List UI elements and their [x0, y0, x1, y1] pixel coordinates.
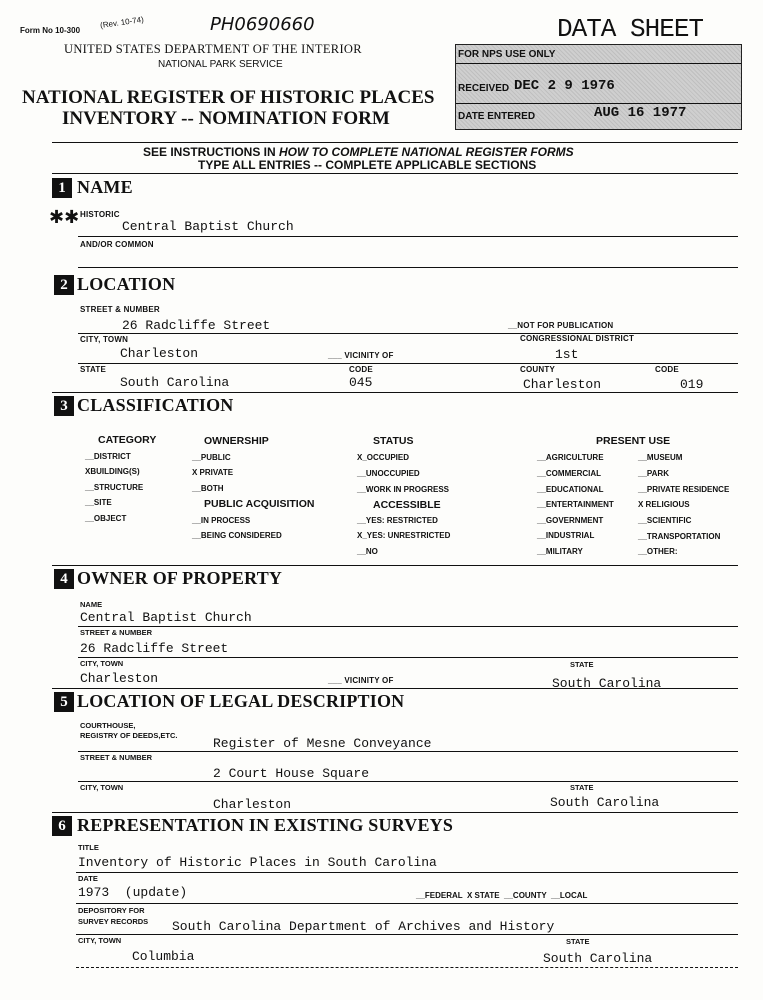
- courthouse-label: COURTHOUSE,: [80, 721, 136, 730]
- use-park: __PARK: [638, 469, 669, 478]
- legal-street-value: 2 Court House Square: [213, 766, 370, 781]
- acquisition-being-considered: __BEING CONSIDERED: [192, 531, 282, 540]
- depository-label: DEPOSITORY FOR: [78, 906, 145, 915]
- survey-date-label: DATE: [78, 874, 98, 883]
- category-object: __OBJECT: [85, 514, 127, 523]
- use-private-residence: __PRIVATE RESIDENCE: [638, 485, 730, 494]
- owner-vicinity-label: ___ VICINITY OF: [328, 676, 394, 685]
- common-name-label: AND/OR COMMON: [80, 240, 154, 249]
- handwritten-id: PH0690660: [210, 14, 315, 35]
- instructions-pre: SEE INSTRUCTIONS IN: [143, 145, 280, 159]
- section-4-number: 4: [54, 569, 74, 589]
- state-code-label: CODE: [349, 365, 373, 374]
- status-heading: STATUS: [373, 435, 414, 447]
- use-religious: X RELIGIOUS: [638, 500, 690, 509]
- survey-title-value: Inventory of Historic Places in South Carolina: [78, 855, 437, 870]
- survey-state-label: STATE: [566, 937, 590, 946]
- location-state-label: STATE: [80, 365, 107, 374]
- ownership-public: __PUBLIC: [192, 453, 231, 462]
- legal-city-label: CITY, TOWN: [80, 783, 124, 792]
- accessible-heading: ACCESSIBLE: [373, 499, 441, 511]
- status-work-in-progress: __WORK IN PROGRESS: [357, 485, 450, 494]
- historic-name-value: Central Baptist Church: [122, 219, 294, 234]
- status-unoccupied: __UNOCCUPIED: [357, 469, 420, 478]
- accessible-unrestricted: X_YES: UNRESTRICTED: [357, 531, 451, 540]
- agency-line-2: NATIONAL PARK SERVICE: [158, 59, 283, 70]
- location-state-value: South Carolina: [120, 375, 230, 390]
- not-for-publication: __NOT FOR PUBLICATION: [508, 321, 614, 330]
- owner-city-value: Charleston: [80, 671, 159, 686]
- section-3-number: 3: [54, 396, 74, 416]
- instructions-emphasis: HOW TO COMPLETE NATIONAL REGISTER FORMS: [279, 145, 574, 159]
- courthouse-value: Register of Mesne Conveyance: [213, 736, 432, 751]
- section-2-title: LOCATION: [77, 274, 176, 294]
- form-revision: (Rev. 10-74): [99, 14, 145, 31]
- owner-state-value: South Carolina: [552, 676, 662, 691]
- use-other: __OTHER:: [638, 547, 678, 556]
- legal-street-label: STREET & NUMBER: [80, 753, 153, 762]
- section-2-number: 2: [54, 275, 74, 295]
- category-structure: __STRUCTURE: [85, 483, 144, 492]
- depository-value: South Carolina Department of Archives and History: [172, 919, 555, 934]
- date-entered-label: DATE ENTERED: [458, 111, 536, 122]
- agency-line-1: UNITED STATES DEPARTMENT OF THE INTERIOR: [64, 42, 362, 56]
- state-code-value: 045: [349, 375, 373, 390]
- use-museum: __MUSEUM: [638, 453, 683, 462]
- owner-name-label: NAME: [80, 600, 103, 609]
- section-6-number: 6: [52, 816, 72, 836]
- owner-street-label: STREET & NUMBER: [80, 628, 153, 637]
- section-5-number: 5: [54, 692, 74, 712]
- ownership-heading: OWNERSHIP: [204, 435, 269, 447]
- section-5-title: LOCATION OF LEGAL DESCRIPTION: [77, 691, 405, 711]
- owner-state-label: STATE: [570, 660, 594, 669]
- legal-state-label: STATE: [570, 783, 594, 792]
- historic-label: HISTORIC: [80, 210, 120, 219]
- location-street-label: STREET & NUMBER: [80, 305, 160, 314]
- accessible-no: __NO: [357, 547, 378, 556]
- nps-box-title: FOR NPS USE ONLY: [458, 49, 556, 60]
- location-city-label: CITY, TOWN: [80, 335, 129, 344]
- use-government: __GOVERNMENT: [537, 516, 604, 525]
- use-agriculture: __AGRICULTURE: [537, 453, 604, 462]
- location-street-value: 26 Radcliffe Street: [122, 318, 271, 333]
- use-entertainment: __ENTERTAINMENT: [537, 500, 614, 509]
- section-6-title: REPRESENTATION IN EXISTING SURVEYS: [77, 815, 454, 835]
- county-code-value: 019: [680, 377, 704, 392]
- present-use-heading: PRESENT USE: [596, 435, 671, 447]
- congressional-district-value: 1st: [555, 347, 579, 362]
- use-educational: __EDUCATIONAL: [537, 485, 604, 494]
- location-city-value: Charleston: [120, 346, 199, 361]
- survey-state-value: South Carolina: [543, 951, 653, 966]
- received-stamp: DEC 2 9 1976: [514, 78, 615, 94]
- owner-street-value: 26 Radcliffe Street: [80, 641, 229, 656]
- section-3-title: CLASSIFICATION: [77, 395, 234, 415]
- survey-date-value: 1973 (update): [78, 885, 188, 900]
- use-scientific: __SCIENTIFIC: [638, 516, 692, 525]
- survey-city-label: CITY, TOWN: [78, 936, 122, 945]
- category-district: __DISTRICT: [85, 452, 131, 461]
- owner-city-label: CITY, TOWN: [80, 659, 124, 668]
- received-label: RECEIVED: [458, 83, 510, 94]
- county-code-label: CODE: [655, 365, 679, 374]
- county-value: Charleston: [523, 377, 602, 392]
- category-heading: CATEGORY: [98, 434, 157, 446]
- ownership-private: X PRIVATE: [192, 468, 234, 477]
- section-4-title: OWNER OF PROPERTY: [77, 568, 283, 588]
- legal-state-value: South Carolina: [550, 795, 660, 810]
- use-industrial: __INDUSTRIAL: [537, 531, 595, 540]
- form-title-line-1: NATIONAL REGISTER OF HISTORIC PLACES: [22, 87, 435, 108]
- category-buildings: XBUILDING(S): [85, 467, 140, 476]
- accessible-restricted: __YES: RESTRICTED: [357, 516, 438, 525]
- acquisition-heading: PUBLIC ACQUISITION: [204, 498, 315, 510]
- survey-level-options: __FEDERAL X STATE __COUNTY __LOCAL: [416, 891, 588, 900]
- star-marks-icon: ✱✱: [49, 207, 80, 227]
- survey-title-label: TITLE: [78, 843, 99, 852]
- section-1-number: 1: [52, 178, 72, 198]
- legal-city-value: Charleston: [213, 797, 292, 812]
- ownership-both: __BOTH: [192, 484, 224, 493]
- use-transportation: __TRANSPORTATION: [638, 532, 721, 541]
- status-occupied: X_OCCUPIED: [357, 453, 410, 462]
- nps-use-only-box: [455, 44, 742, 130]
- survey-records-label: SURVEY RECORDS: [78, 917, 149, 926]
- acquisition-in-process: __IN PROCESS: [192, 516, 251, 525]
- date-entered-stamp: AUG 16 1977: [594, 105, 687, 121]
- instructions-line-1: [143, 145, 574, 159]
- form-title-line-2: INVENTORY -- NOMINATION FORM: [62, 108, 390, 129]
- form-number: Form No 10-300: [20, 26, 81, 35]
- owner-name-value: Central Baptist Church: [80, 610, 252, 625]
- section-1-title: NAME: [77, 177, 133, 197]
- data-sheet-heading: DATA SHEET: [557, 14, 704, 44]
- category-site: __SITE: [85, 498, 112, 507]
- registry-label: REGISTRY OF DEEDS,ETC.: [80, 731, 178, 740]
- use-military: __MILITARY: [537, 547, 583, 556]
- congressional-district-label: CONGRESSIONAL DISTRICT: [520, 334, 635, 343]
- location-vicinity-label: ___ VICINITY OF: [328, 351, 394, 360]
- survey-city-value: Columbia: [132, 949, 195, 964]
- instructions-line-2: TYPE ALL ENTRIES -- COMPLETE APPLICABLE SECTIONS: [198, 158, 537, 172]
- county-label: COUNTY: [520, 365, 555, 374]
- use-commercial: __COMMERCIAL: [537, 469, 602, 478]
